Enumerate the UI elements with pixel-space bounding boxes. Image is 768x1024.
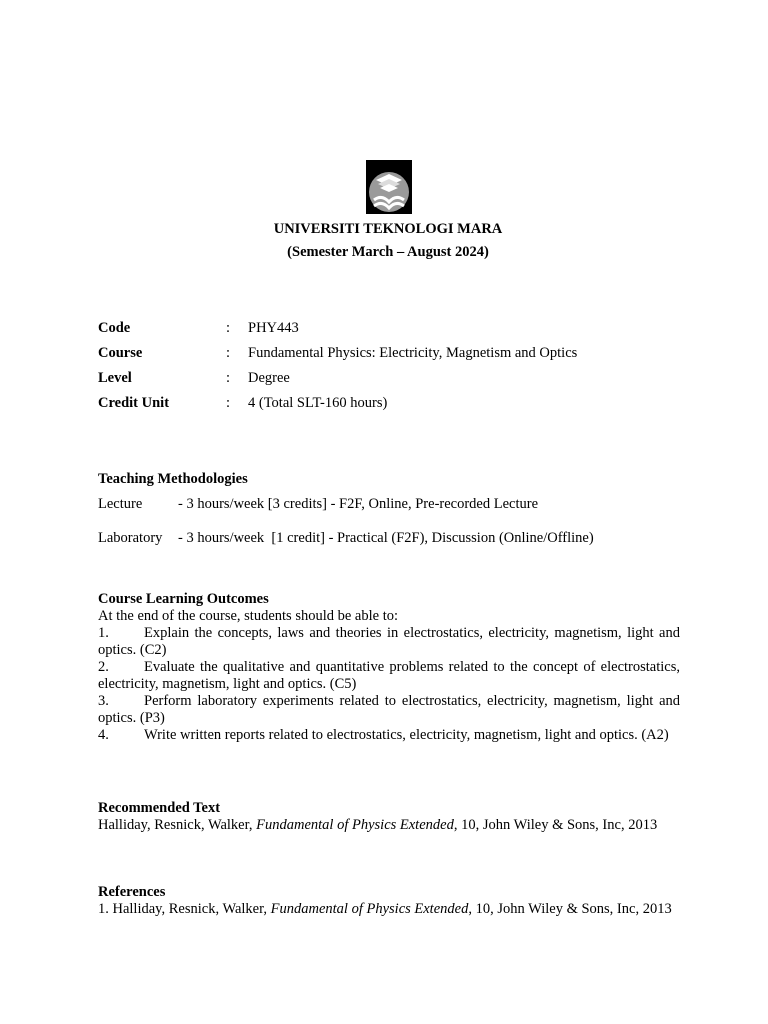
lecture-value: - 3 hours/week [3 credits] - F2F, Online, Pre-recorded Lecture bbox=[178, 496, 539, 512]
lecture-row bbox=[98, 496, 680, 513]
info-label: Course bbox=[98, 345, 143, 361]
list-item: 4. Write written reports related to electrostatics, electricity, magnetism, light and optics. (A2) bbox=[98, 727, 669, 743]
section-heading: Recommended Text bbox=[98, 800, 221, 816]
info-value: 4 (Total SLT-160 hours) bbox=[248, 395, 388, 411]
section-heading: References bbox=[98, 884, 166, 900]
recommended-text bbox=[98, 800, 680, 834]
section-heading: Teaching Methodologies bbox=[98, 471, 248, 487]
info-row-course: Course : Fundamental Physics: Electricity, Magnetism and Optics bbox=[98, 345, 698, 370]
info-value: Fundamental Physics: Electricity, Magnetism and Optics bbox=[248, 345, 578, 361]
laboratory-row bbox=[98, 530, 680, 547]
course-learning-outcomes bbox=[98, 591, 680, 744]
university-name: UNIVERSITI TEKNOLOGI MARA bbox=[273, 221, 503, 237]
citation: 1. Halliday, Resnick, Walker, Fundamental of Physics Extended, 10, John Wiley & Sons, Inc, 2013 bbox=[98, 901, 672, 917]
section-heading: Course Learning Outcomes bbox=[98, 591, 269, 607]
semester-label: (Semester March – August 2024) bbox=[287, 244, 489, 260]
lecture-label: Lecture bbox=[98, 496, 143, 512]
book-title: Fundamental of Physics Extended bbox=[256, 817, 454, 833]
outcomes-intro: At the end of the course, students should be able to: bbox=[98, 608, 399, 624]
book-title: Fundamental of Physics Extended bbox=[270, 901, 469, 917]
laboratory-label: Laboratory bbox=[98, 530, 163, 546]
list-item: 3. Perform laboratory experiments related to electrostatics, electricity, magnetism, light and optics. (P3) bbox=[98, 693, 680, 726]
list-item: 1. Explain the concepts, laws and theories in electrostatics, electricity, magnetism, light and optics. (C2) bbox=[98, 625, 680, 658]
info-label: Credit Unit bbox=[98, 395, 170, 411]
laboratory-value: - 3 hours/week [1 credit] - Practical (F2F), Discussion (Online/Offline) bbox=[178, 530, 594, 546]
info-label: Level bbox=[98, 370, 132, 386]
info-row-credit-unit: Credit Unit : 4 (Total SLT-160 hours) bbox=[98, 395, 698, 420]
info-label: Code bbox=[98, 320, 131, 336]
info-row-level: Level : Degree bbox=[98, 370, 698, 395]
info-value: Degree bbox=[248, 370, 290, 386]
citation: Halliday, Resnick, Walker, Fundamental of Physics Extended, 10, John Wiley & Sons, Inc, 2013 bbox=[98, 817, 658, 833]
university-crest-icon bbox=[366, 160, 412, 214]
info-row-code: Code : PHY443 bbox=[98, 320, 698, 345]
references bbox=[98, 884, 680, 918]
course-info bbox=[98, 320, 698, 420]
teaching-methodologies bbox=[98, 471, 680, 547]
info-value: PHY443 bbox=[248, 320, 299, 336]
list-item: 2. Evaluate the qualitative and quantitative problems related to the concept of electrostatics, electricity, magnetism, light and optics. (C5) bbox=[98, 659, 680, 692]
